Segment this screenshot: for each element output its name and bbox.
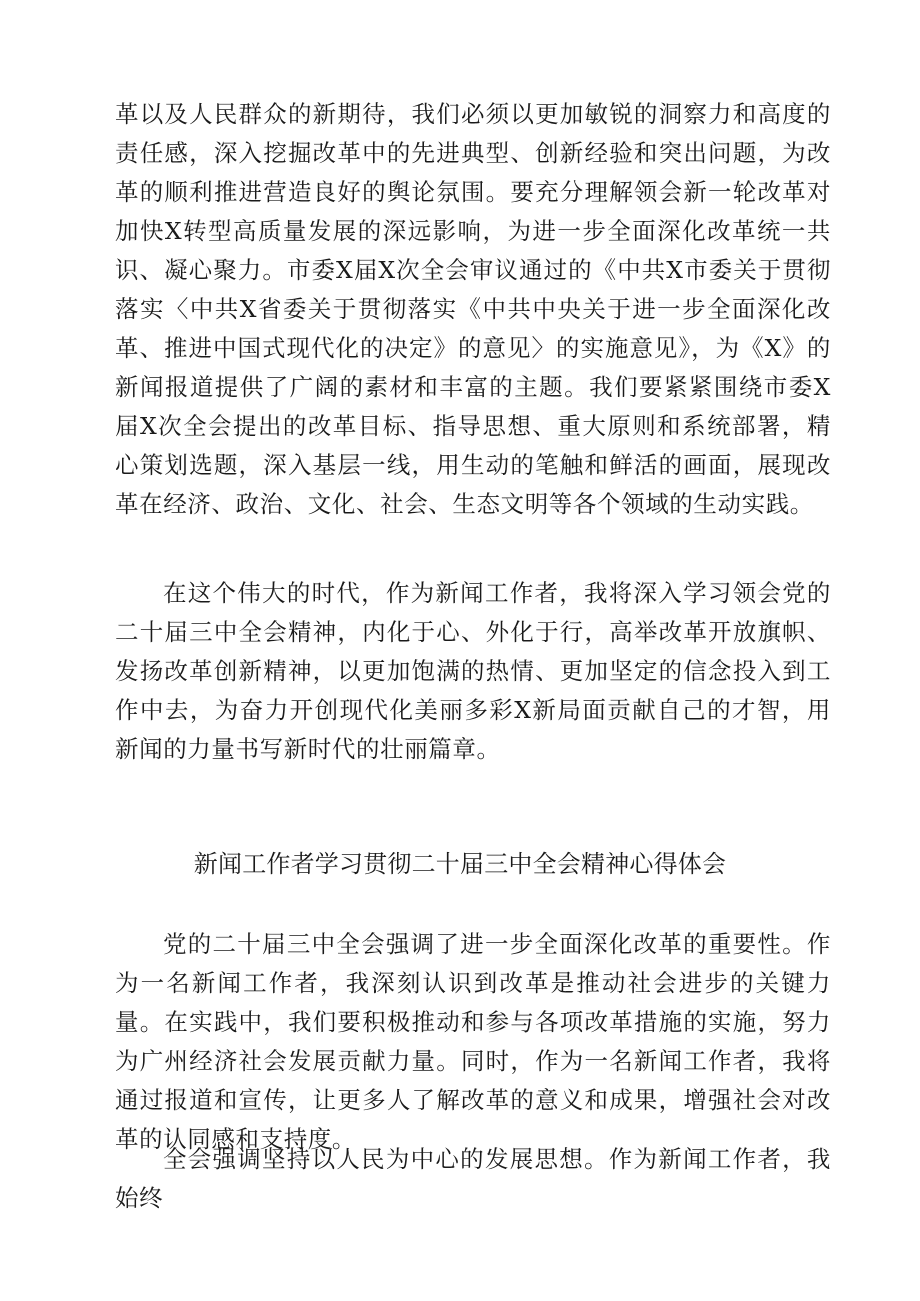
body-paragraph: 革以及人民群众的新期待，我们必须以更加敏锐的洞察力和高度的责任感，深入挖掘改革中的先进典型、创新经验和突出问题，为改革的顺利推进营造良好的舆论氛围。要充分理解领会新一轮改革对加快X转型高质量发展的深远影响，为进一步全面深化改革统一共识、凝心聚力。市委X届X次全会审议通过的《中共X市委关于贯彻落实〈中共X省委关于贯彻落实《中共中央关于进一步全面深化改革、推进中国式现代化的决定》的意见〉的实施意见》，为《X》的新闻报道提供了广阔的素材和丰富的主题。我们要紧紧围绕市委X届X次全会提出的改革目标、指导思想、重大原则和系统部署，精心策划选题，深入基层一线，用生动的笔触和鲜活的画面，展现改革在经济、政治、文化、社会、生态文明等各个领域的生动实践。 (115, 100, 831, 518)
body-paragraph: 在这个伟大的时代，作为新闻工作者，我将深入学习领会党的二十届三中全会精神，内化于心、外化于行，高举改革开放旗帜、发扬改革创新精神，以更加饱满的热情、更加坚定的信念投入到工作中去，为奋力开创现代化美丽多彩X新局面贡献自己的才智，用新闻的力量书写新时代的壮丽篇章。 (115, 579, 831, 763)
paragraph-block (115, 1140, 831, 1218)
body-paragraph: 党的二十届三中全会强调了进一步全面深化改革的重要性。作为一名新闻工作者，我深刻认识到改革是推动社会进步的关键力量。在实践中，我们要积极推动和参与各项改革措施的实施，努力为广州经济社会发展贡献力量。同时，作为一名新闻工作者，我将通过报道和宣传，让更多人了解改革的意义和成果，增强社会对改革的认同感和支持度。 (115, 930, 831, 1153)
body-paragraph: 全会强调坚持以人民为中心的发展思想。作为新闻工作者，我始终 (115, 1145, 831, 1212)
section-title: 新闻工作者学习贯彻二十届三中全会精神心得体会 (193, 850, 727, 878)
paragraph-block (115, 925, 831, 1159)
paragraph-block (115, 95, 831, 524)
paragraph-block (115, 574, 831, 769)
